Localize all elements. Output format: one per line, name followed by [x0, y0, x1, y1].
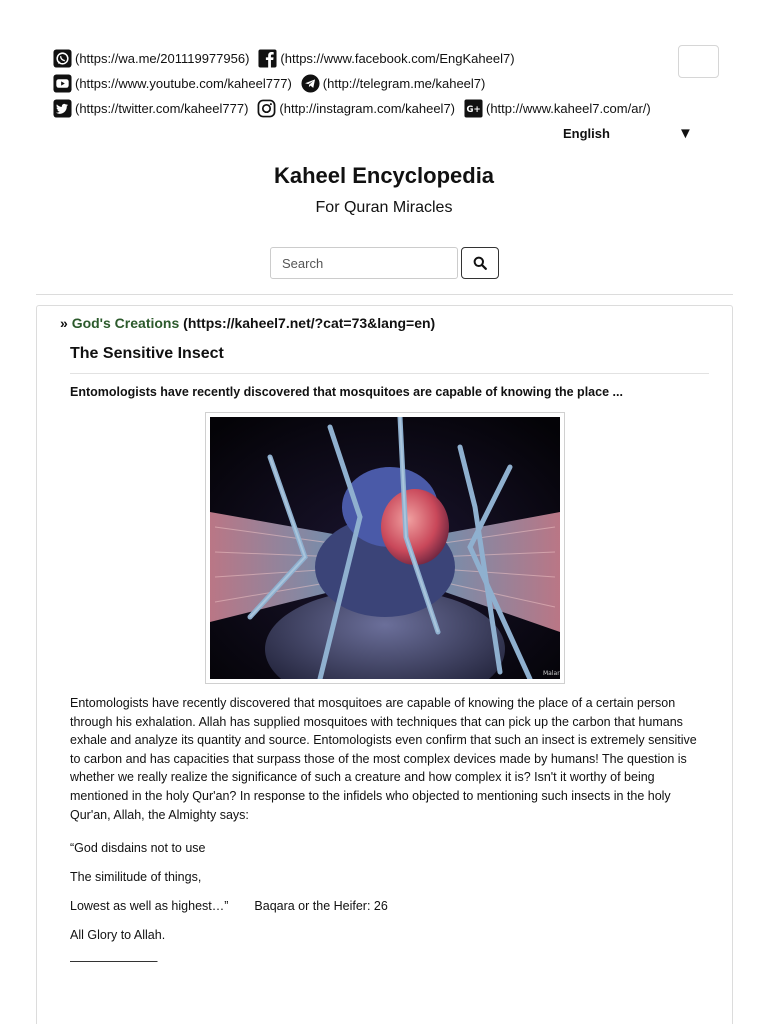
- social-links: [53, 46, 660, 121]
- instagram-icon: [257, 99, 276, 118]
- separator-line: ———————: [70, 954, 158, 968]
- verse-line-3: [70, 899, 388, 913]
- article-body: Entomologists have recently discovered that mosquitoes are capable of knowing the place of a certain person through his exhalation. Allah has supplied mosquitoes with techniques that can pick up the carbon that humans exhale and analyze its quantity and source. Entomologists even confirm that such an insect is extremely sensitive to carbon and has capacities that surpass those of the most complex devices made by humans! The question is whether we really realize the significance of such a creature and how complex it is? Isn't it worthy of being mentioned in the holy Qur'an? In response to the infidels who objected to mentioning such insects in the holy Qur'an, Allah, the Almighty says:: [70, 696, 697, 822]
- social-row-3: [53, 96, 660, 121]
- breadcrumb-category-link[interactable]: God's Creations: [71, 315, 180, 331]
- mosquito-photo: [210, 417, 560, 679]
- twitter-link[interactable]: [53, 97, 248, 121]
- facebook-icon: [258, 49, 277, 68]
- search-button[interactable]: [461, 247, 499, 279]
- telegram-link[interactable]: [301, 72, 486, 96]
- youtube-link-text: (https://www.youtube.com/kaheel777): [75, 75, 292, 91]
- twitter-link-text: (https://twitter.com/kaheel777): [75, 100, 249, 116]
- svg-text:G+: G+: [466, 104, 481, 115]
- verse-line-2: The similitude of things,: [70, 870, 202, 884]
- site-subtitle: For Quran Miracles: [315, 199, 453, 216]
- instagram-link[interactable]: [257, 97, 455, 121]
- whatsapp-link[interactable]: [53, 47, 249, 71]
- language-selected: English: [563, 126, 610, 141]
- whatsapp-link-text: (https://wa.me/201119977956): [75, 50, 250, 66]
- image-credit: Malar: [543, 670, 560, 677]
- google-plus-link-text: (http://www.kaheel7.com/ar/): [486, 100, 651, 116]
- article-image: [205, 412, 565, 684]
- verse-line-1: “God disdains not to use: [70, 841, 206, 855]
- breadcrumb: [60, 315, 435, 331]
- verse-line-3-text: Lowest as well as highest…”: [70, 899, 229, 913]
- title-divider: [70, 373, 709, 374]
- search-icon: [473, 256, 487, 270]
- telegram-icon: [301, 74, 320, 93]
- telegram-link-text: (http://telegram.me/kaheel7): [322, 75, 486, 91]
- twitter-icon: [53, 99, 72, 118]
- whatsapp-icon: [53, 49, 72, 68]
- social-row-1: [53, 46, 660, 71]
- facebook-link-text: (https://www.facebook.com/EngKaheel7): [280, 50, 515, 66]
- google-plus-link[interactable]: [464, 97, 651, 121]
- article-lead: Entomologists have recently discovered that mosquitoes are capable of knowing the place ...: [70, 385, 623, 399]
- language-select[interactable]: [563, 126, 693, 146]
- site-title: Kaheel Encyclopedia: [273, 163, 495, 188]
- youtube-link[interactable]: [53, 72, 292, 96]
- article-title: The Sensitive Insect: [70, 345, 224, 362]
- verse-reference: Baqara or the Heifer: 26: [254, 899, 388, 913]
- menu-toggle-button[interactable]: [678, 45, 719, 78]
- social-row-2: [53, 71, 660, 96]
- breadcrumb-prefix: »: [60, 315, 72, 331]
- instagram-link-text: (http://instagram.com/kaheel7): [279, 100, 455, 116]
- closing-line: All Glory to Allah.: [70, 928, 166, 942]
- facebook-link[interactable]: [258, 47, 514, 71]
- google-plus-icon: [464, 99, 483, 118]
- youtube-icon: [53, 74, 72, 93]
- breadcrumb-url: (https://kaheel7.net/?cat=73&lang=en): [179, 315, 436, 331]
- search-input[interactable]: [270, 247, 458, 279]
- header-divider: [36, 294, 733, 295]
- dropdown-arrow-icon: ▼: [678, 125, 693, 142]
